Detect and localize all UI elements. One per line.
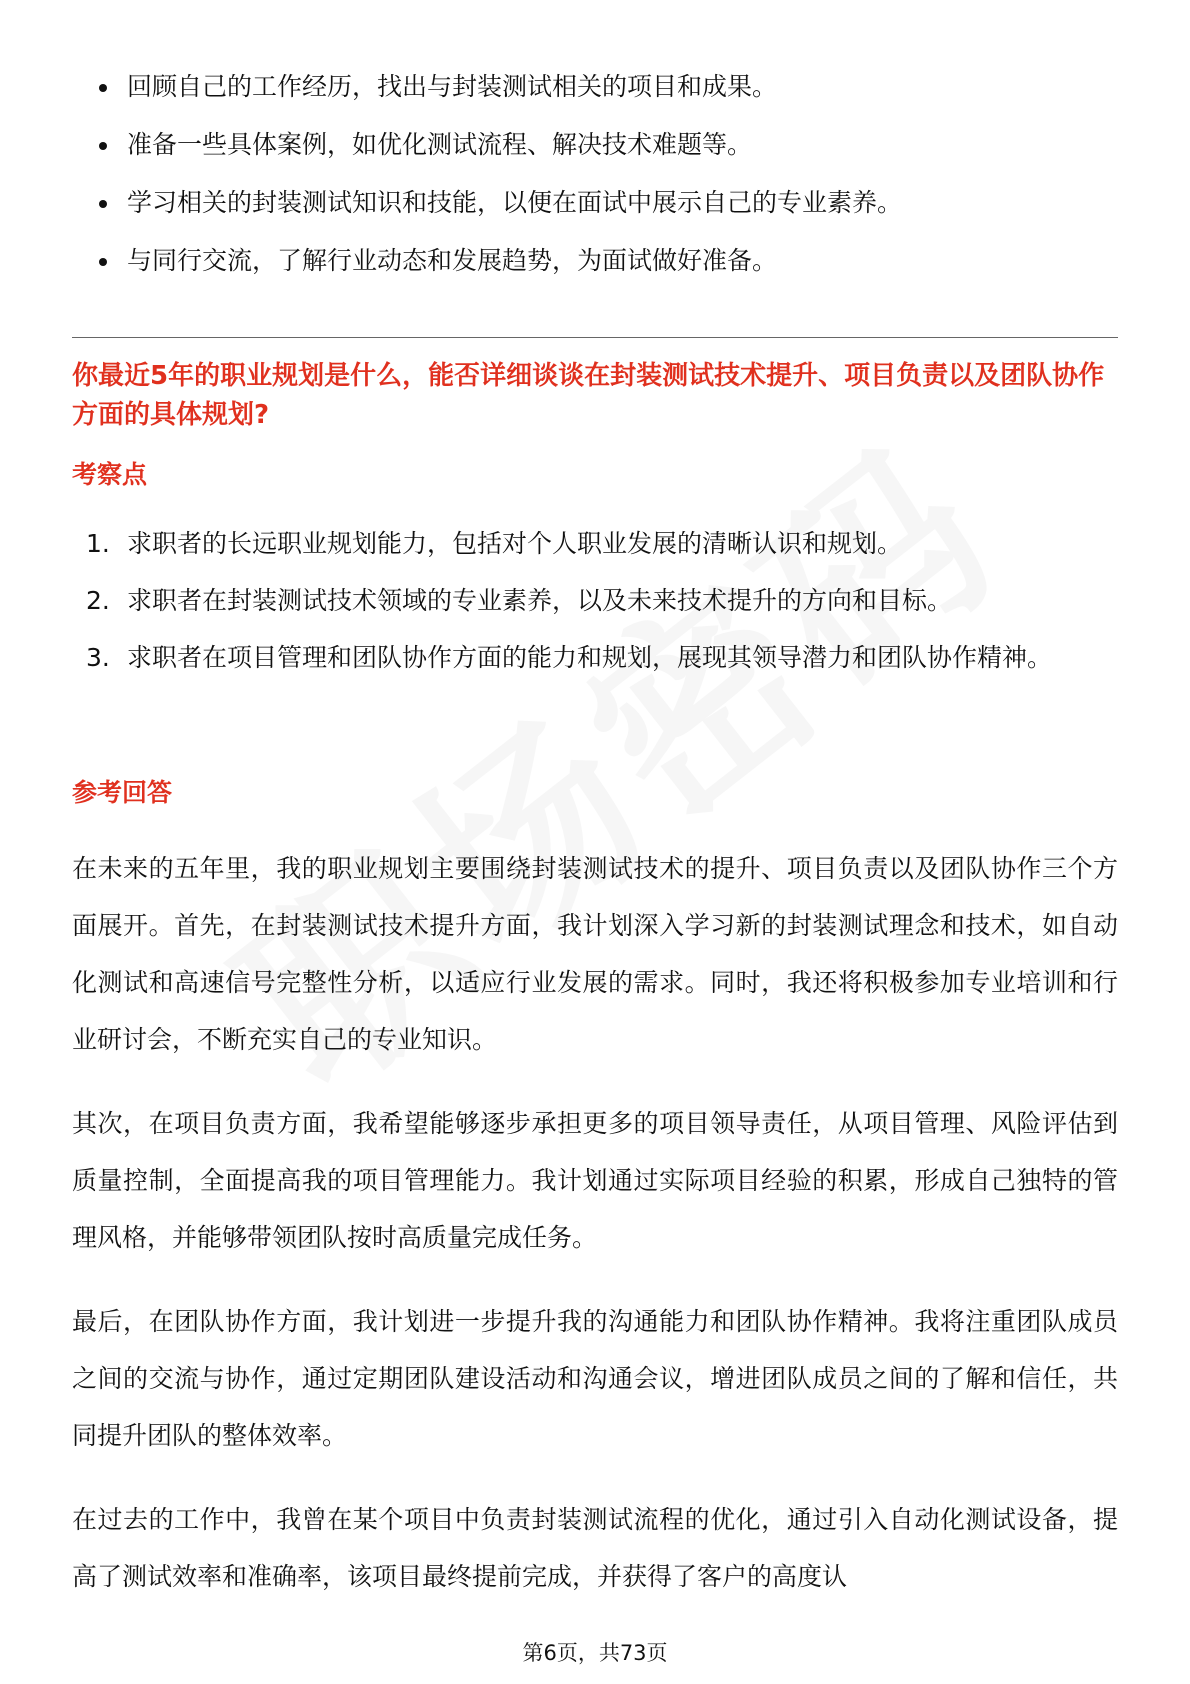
list-item-text: 求职者在项目管理和团队协作方面的能力和规划，展现其领导潜力和团队协作精神。 <box>127 643 1053 672</box>
answer-paragraph: 在未来的五年里，我的职业规划主要围绕封装测试技术的提升、项目负责以及团队协作三个方面展开。首先，在封装测试技术提升方面，我计划深入学习新的封装测试理念和技术，如自动化测试和高速信号完整性分析，以适应行业发展的需求。同时，我还将积极参加专业培训和行业研讨会，不断充实自己的专业知识。 <box>72 854 1118 1054</box>
prep-bullet-list <box>72 58 1118 290</box>
question-heading: 你最近5年的职业规划是什么，能否详细谈谈在封装测试技术提升、项目负责以及团队协作方面的具体规划? <box>72 361 1105 430</box>
answer-paragraph: 最后，在团队协作方面，我计划进一步提升我的沟通能力和团队协作精神。我将注重团队成员之间的交流与协作，通过定期团队建设活动和沟通会议，增进团队成员之间的了解和信任，共同提升团队的整体效率。 <box>72 1307 1118 1450</box>
list-number: 2. <box>86 586 110 615</box>
list-item: 学习相关的封装测试知识和技能，以便在面试中展示自己的专业素养。 <box>72 174 1118 232</box>
focus-point-list <box>72 515 1118 686</box>
page-footer: 第6页，共73页 <box>522 1641 668 1665</box>
answer-paragraph: 在过去的工作中，我曾在某个项目中负责封装测试流程的优化，通过引入自动化测试设备，提高了测试效率和准确率，该项目最终提前完成，并获得了客户的高度认 <box>72 1505 1118 1591</box>
list-number: 1. <box>86 529 110 558</box>
list-item-text: 求职者在封装测试技术领域的专业素养，以及未来技术提升的方向和目标。 <box>127 586 953 615</box>
answer-body <box>72 840 1118 1632</box>
section-divider <box>72 337 1118 338</box>
answer-paragraph: 其次，在项目负责方面，我希望能够逐步承担更多的项目领导责任，从项目管理、风险评估到质量控制，全面提高我的项目管理能力。我计划通过实际项目经验的积累，形成自己独特的管理风格，并能够带领团队按时高质量完成任务。 <box>72 1109 1118 1252</box>
list-item <box>72 515 1118 572</box>
focus-heading: 考察点 <box>72 460 148 489</box>
list-item <box>72 629 1118 686</box>
list-number: 3. <box>86 643 110 672</box>
list-item <box>72 572 1118 629</box>
list-item: 准备一些具体案例，如优化测试流程、解决技术难题等。 <box>72 116 1118 174</box>
list-item-text: 求职者的长远职业规划能力，包括对个人职业发展的清晰认识和规划。 <box>127 529 903 558</box>
list-item: 与同行交流，了解行业动态和发展趋势，为面试做好准备。 <box>72 232 1118 290</box>
answer-heading: 参考回答 <box>72 778 173 807</box>
document-page <box>72 0 1118 1684</box>
list-item: 回顾自己的工作经历，找出与封装测试相关的项目和成果。 <box>72 58 1118 116</box>
